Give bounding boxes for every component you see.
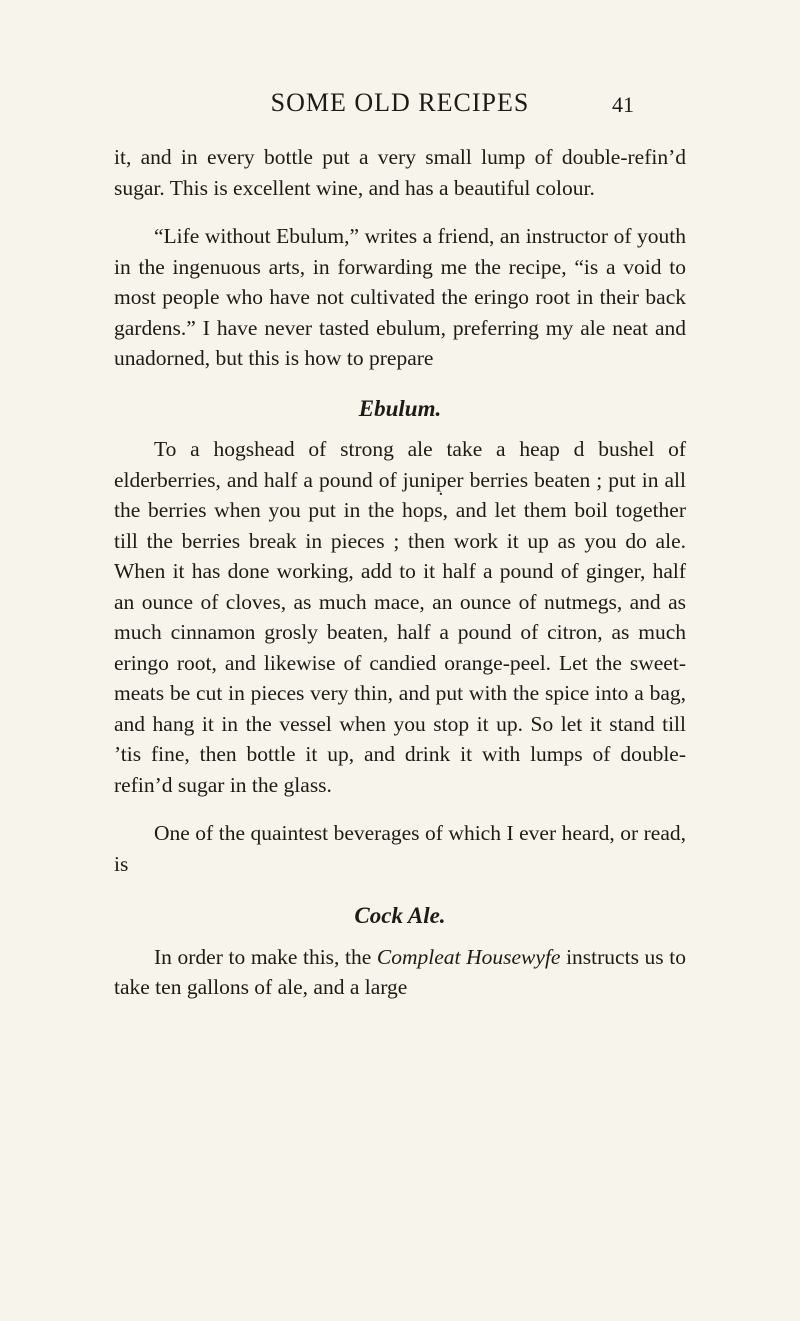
page-body (114, 142, 686, 1003)
recipe-heading-ebulum: Ebulum. (358, 395, 442, 421)
paragraph-continuation: it, and in every bottle put a very small lump of double-refin’d sugar. This is excellent wine, and has a beautiful colour. (114, 145, 686, 200)
paragraph-cock-ale-intro: One of the quaintest beverages of which I ever heard, or read, is (114, 821, 686, 876)
page-number: 41 (612, 92, 634, 117)
paragraph-text: instructs us to take ten gallons of ale, and a large (114, 944, 686, 999)
paragraph-ebulum-recipe: To a hogshead of strong ale take a heap d bushel of elderberries, and half a pound of junip̣er berries beaten ; put in all the berries when you put in the hops, and let them boil together till the berries break in pieces ; then work it up as you do ale. When it has done working, add to it half a pound of ginger, half an ounce of cloves, as much mace, an ounce of nutmegs, and as much cinnamon grosly beaten, half a pound of citron, as much eringo root, and likewise of candied orange-peel. Let the sweet-meats be cut in pieces very thin, and put with the spice into a bag, and hang it in the vessel when you stop it up. So let it stand till ’tis fine, then bottle it up, and drink it with lumps of double-refin’d sugar in the glass. (114, 437, 686, 797)
running-head: SOME OLD RECIPES (270, 88, 530, 117)
paragraph-cock-ale-recipe (114, 942, 686, 1003)
paragraph-text: In order to make this, the (154, 944, 377, 969)
page-header (0, 88, 800, 128)
book-title: Compleat Housewyfe (376, 944, 561, 969)
paragraph-ebulum-intro: “Life without Ebulum,” writes a friend, an instructor of youth in the ingenuous arts, in forwarding me the recipe, “is a void to most people who have not cultivated the eringo root in their back gardens.” I have never tasted ebulum, preferring my ale neat and unadorned, but this is how to prepare (114, 224, 686, 370)
recipe-heading-cock-ale: Cock Ale. (354, 903, 446, 928)
